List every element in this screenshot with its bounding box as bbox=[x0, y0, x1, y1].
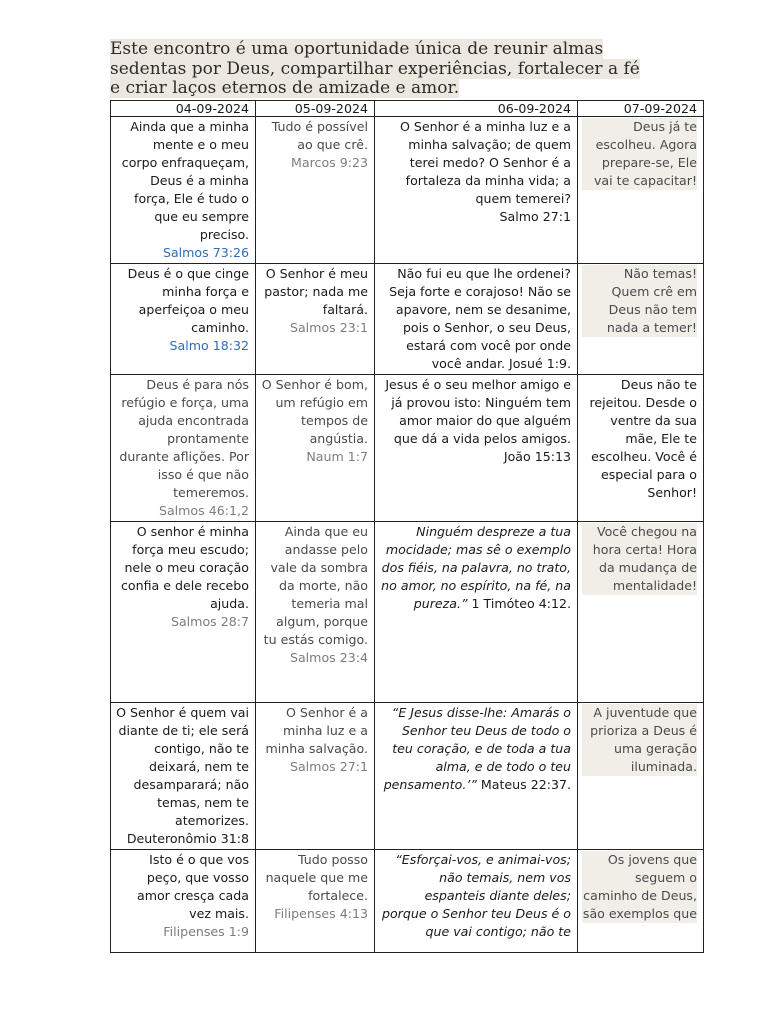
table-cell bbox=[256, 850, 375, 953]
table-cell bbox=[111, 850, 256, 953]
message-text: Deus já te escolheu. Agora prepare-se, Ele vai te capacitar! bbox=[582, 118, 697, 190]
table-cell bbox=[111, 703, 256, 850]
table-cell bbox=[578, 264, 704, 375]
intro-paragraph bbox=[110, 40, 670, 99]
table-row bbox=[111, 522, 704, 703]
verse-reference: Filipenses 1:9 bbox=[163, 924, 249, 939]
message-text: Deus não te rejeitou. Desde o ventre da sua mãe, Ele te escolheu. Você é especial para o Senhor! bbox=[589, 377, 697, 500]
verse-reference: Mateus 22:37. bbox=[476, 777, 571, 792]
table-cell bbox=[375, 522, 578, 703]
table-cell bbox=[111, 117, 256, 264]
verse-reference: Salmos 23:1 bbox=[289, 320, 368, 335]
table-header-row bbox=[111, 101, 704, 117]
message-text: Os jovens que seguem o caminho de Deus, são exemplos que bbox=[582, 852, 697, 921]
table-cell bbox=[375, 117, 578, 264]
verse-text: Tudo é possível ao que crê. bbox=[271, 119, 368, 152]
verse-text: O senhor é minha força meu escudo; nele o meu coração confia e dele recebo ajuda. bbox=[120, 524, 249, 611]
header-date-4: 07-09-2024 bbox=[578, 101, 704, 117]
verse-reference: Salmos 46:1,2 bbox=[158, 503, 249, 518]
table-cell bbox=[578, 850, 704, 953]
table-row bbox=[111, 703, 704, 850]
verse-reference: Salmos 27:1 bbox=[289, 759, 368, 774]
table-cell bbox=[578, 703, 704, 850]
table-cell bbox=[375, 850, 578, 953]
header-date-2: 05-09-2024 bbox=[256, 101, 375, 117]
verse-text: Ainda que a minha mente e o meu corpo enfraqueçam, Deus é a minha força, Ele é tudo o que eu sempre preciso. bbox=[121, 119, 249, 242]
header-date-3: 06-09-2024 bbox=[375, 101, 578, 117]
table-cell bbox=[111, 264, 256, 375]
header-date-1: 04-09-2024 bbox=[111, 101, 256, 117]
message-text: A juventude que prioriza a Deus é uma geração iluminada. bbox=[582, 704, 697, 776]
verse-reference: Salmo 27:1 bbox=[499, 209, 571, 224]
verse-reference: Salmo 18:32 bbox=[169, 338, 249, 353]
verse-text: Deus é para nós refúgio e força, uma ajuda encontrada prontamente durante aflições. Por isso é que não temeremos. bbox=[119, 377, 249, 500]
verse-text: Deus é o que cinge minha força e aperfeiçoa o meu caminho. bbox=[127, 266, 249, 335]
table-cell bbox=[375, 703, 578, 850]
verse-reference: Marcos 9:23 bbox=[291, 155, 368, 170]
table-cell bbox=[578, 522, 704, 703]
table-cell bbox=[578, 375, 704, 522]
verse-reference: João 15:13 bbox=[503, 449, 571, 464]
table-cell bbox=[256, 522, 375, 703]
verse-text: O Senhor é a minha luz e a minha salvação. bbox=[265, 705, 368, 756]
verse-reference: 1 Timóteo 4:12. bbox=[467, 596, 571, 611]
table-cell bbox=[375, 264, 578, 375]
message-text: Não temas! Quem crê em Deus não tem nada a temer! bbox=[582, 265, 697, 337]
verse-text: O Senhor é meu pastor; nada me faltará. bbox=[264, 266, 368, 317]
verse-text: Tudo posso naquele que me fortalece. bbox=[265, 852, 368, 903]
verse-text: Ninguém despreze a tua mocidade; mas sê o exemplo dos fiéis, na palavra, no trato, no amor, no espírito, na fé, na pureza.” bbox=[381, 524, 571, 611]
intro-line-3: e criar laços eternos de amizade e amor. bbox=[110, 78, 460, 98]
verse-text: O Senhor é quem vai diante de ti; ele será contigo, não te deixará, nem te desamparará; não temas, nem te atemorizes. bbox=[116, 705, 249, 828]
verse-text: “E Jesus disse-lhe: Amarás o Senhor teu Deus de todo o teu coração, e de toda a tua alma, e de todo o teu pensamento.’” bbox=[383, 705, 571, 792]
message-text: Você chegou na hora certa! Hora da mudança de mentalidade! bbox=[582, 523, 697, 595]
table-row bbox=[111, 264, 704, 375]
verse-reference: Naum 1:7 bbox=[306, 449, 368, 464]
table-cell bbox=[256, 375, 375, 522]
verse-text: Não fui eu que lhe ordenei? Seja forte e corajoso! Não se apavore, nem se desanime, pois o Senhor, o seu Deus, estará com você por onde você andar. Josué 1:9. bbox=[389, 266, 571, 371]
table-cell bbox=[111, 522, 256, 703]
verse-text: O Senhor é bom, um refúgio em tempos de angústia. bbox=[261, 377, 368, 446]
devotional-table bbox=[110, 100, 704, 953]
verse-reference: Salmos 23:4 bbox=[289, 650, 368, 665]
verse-text: O Senhor é a minha luz e a minha salvação; de quem terei medo? O Senhor é a fortaleza da minha vida; a quem temerei? bbox=[400, 119, 571, 206]
table-cell bbox=[256, 703, 375, 850]
verse-text: Isto é o que vos peço, que vosso amor cresça cada vez mais. bbox=[136, 852, 249, 921]
table-row bbox=[111, 850, 704, 953]
verse-reference: Filipenses 4:13 bbox=[274, 906, 368, 921]
table-cell bbox=[256, 117, 375, 264]
table-cell bbox=[256, 264, 375, 375]
verse-reference: Salmos 28:7 bbox=[170, 614, 249, 629]
table-row bbox=[111, 117, 704, 264]
verse-reference: Salmos 73:26 bbox=[162, 245, 249, 260]
verse-text: “Esforçai-vos, e animai-vos; não temais, nem vos espanteis diante deles; porque o Senhor teu Deus é o que vai contigo; não te bbox=[381, 852, 571, 939]
verse-text: Jesus é o seu melhor amigo e já provou isto: Ninguém tem amor maior do que alguém que dá a vida pelos amigos. bbox=[385, 377, 571, 446]
table-cell bbox=[375, 375, 578, 522]
table-cell bbox=[111, 375, 256, 522]
table-cell bbox=[578, 117, 704, 264]
intro-line-1: Este encontro é uma oportunidade única de reunir almas bbox=[110, 39, 604, 59]
table-row bbox=[111, 375, 704, 522]
intro-line-2: sedentas por Deus, compartilhar experiências, fortalecer a fé bbox=[110, 58, 640, 79]
verse-reference: Deuteronômio 31:8 bbox=[126, 831, 249, 846]
verse-text: Ainda que eu andasse pelo vale da sombra da morte, não temeria mal algum, porque tu estás comigo. bbox=[263, 524, 368, 647]
